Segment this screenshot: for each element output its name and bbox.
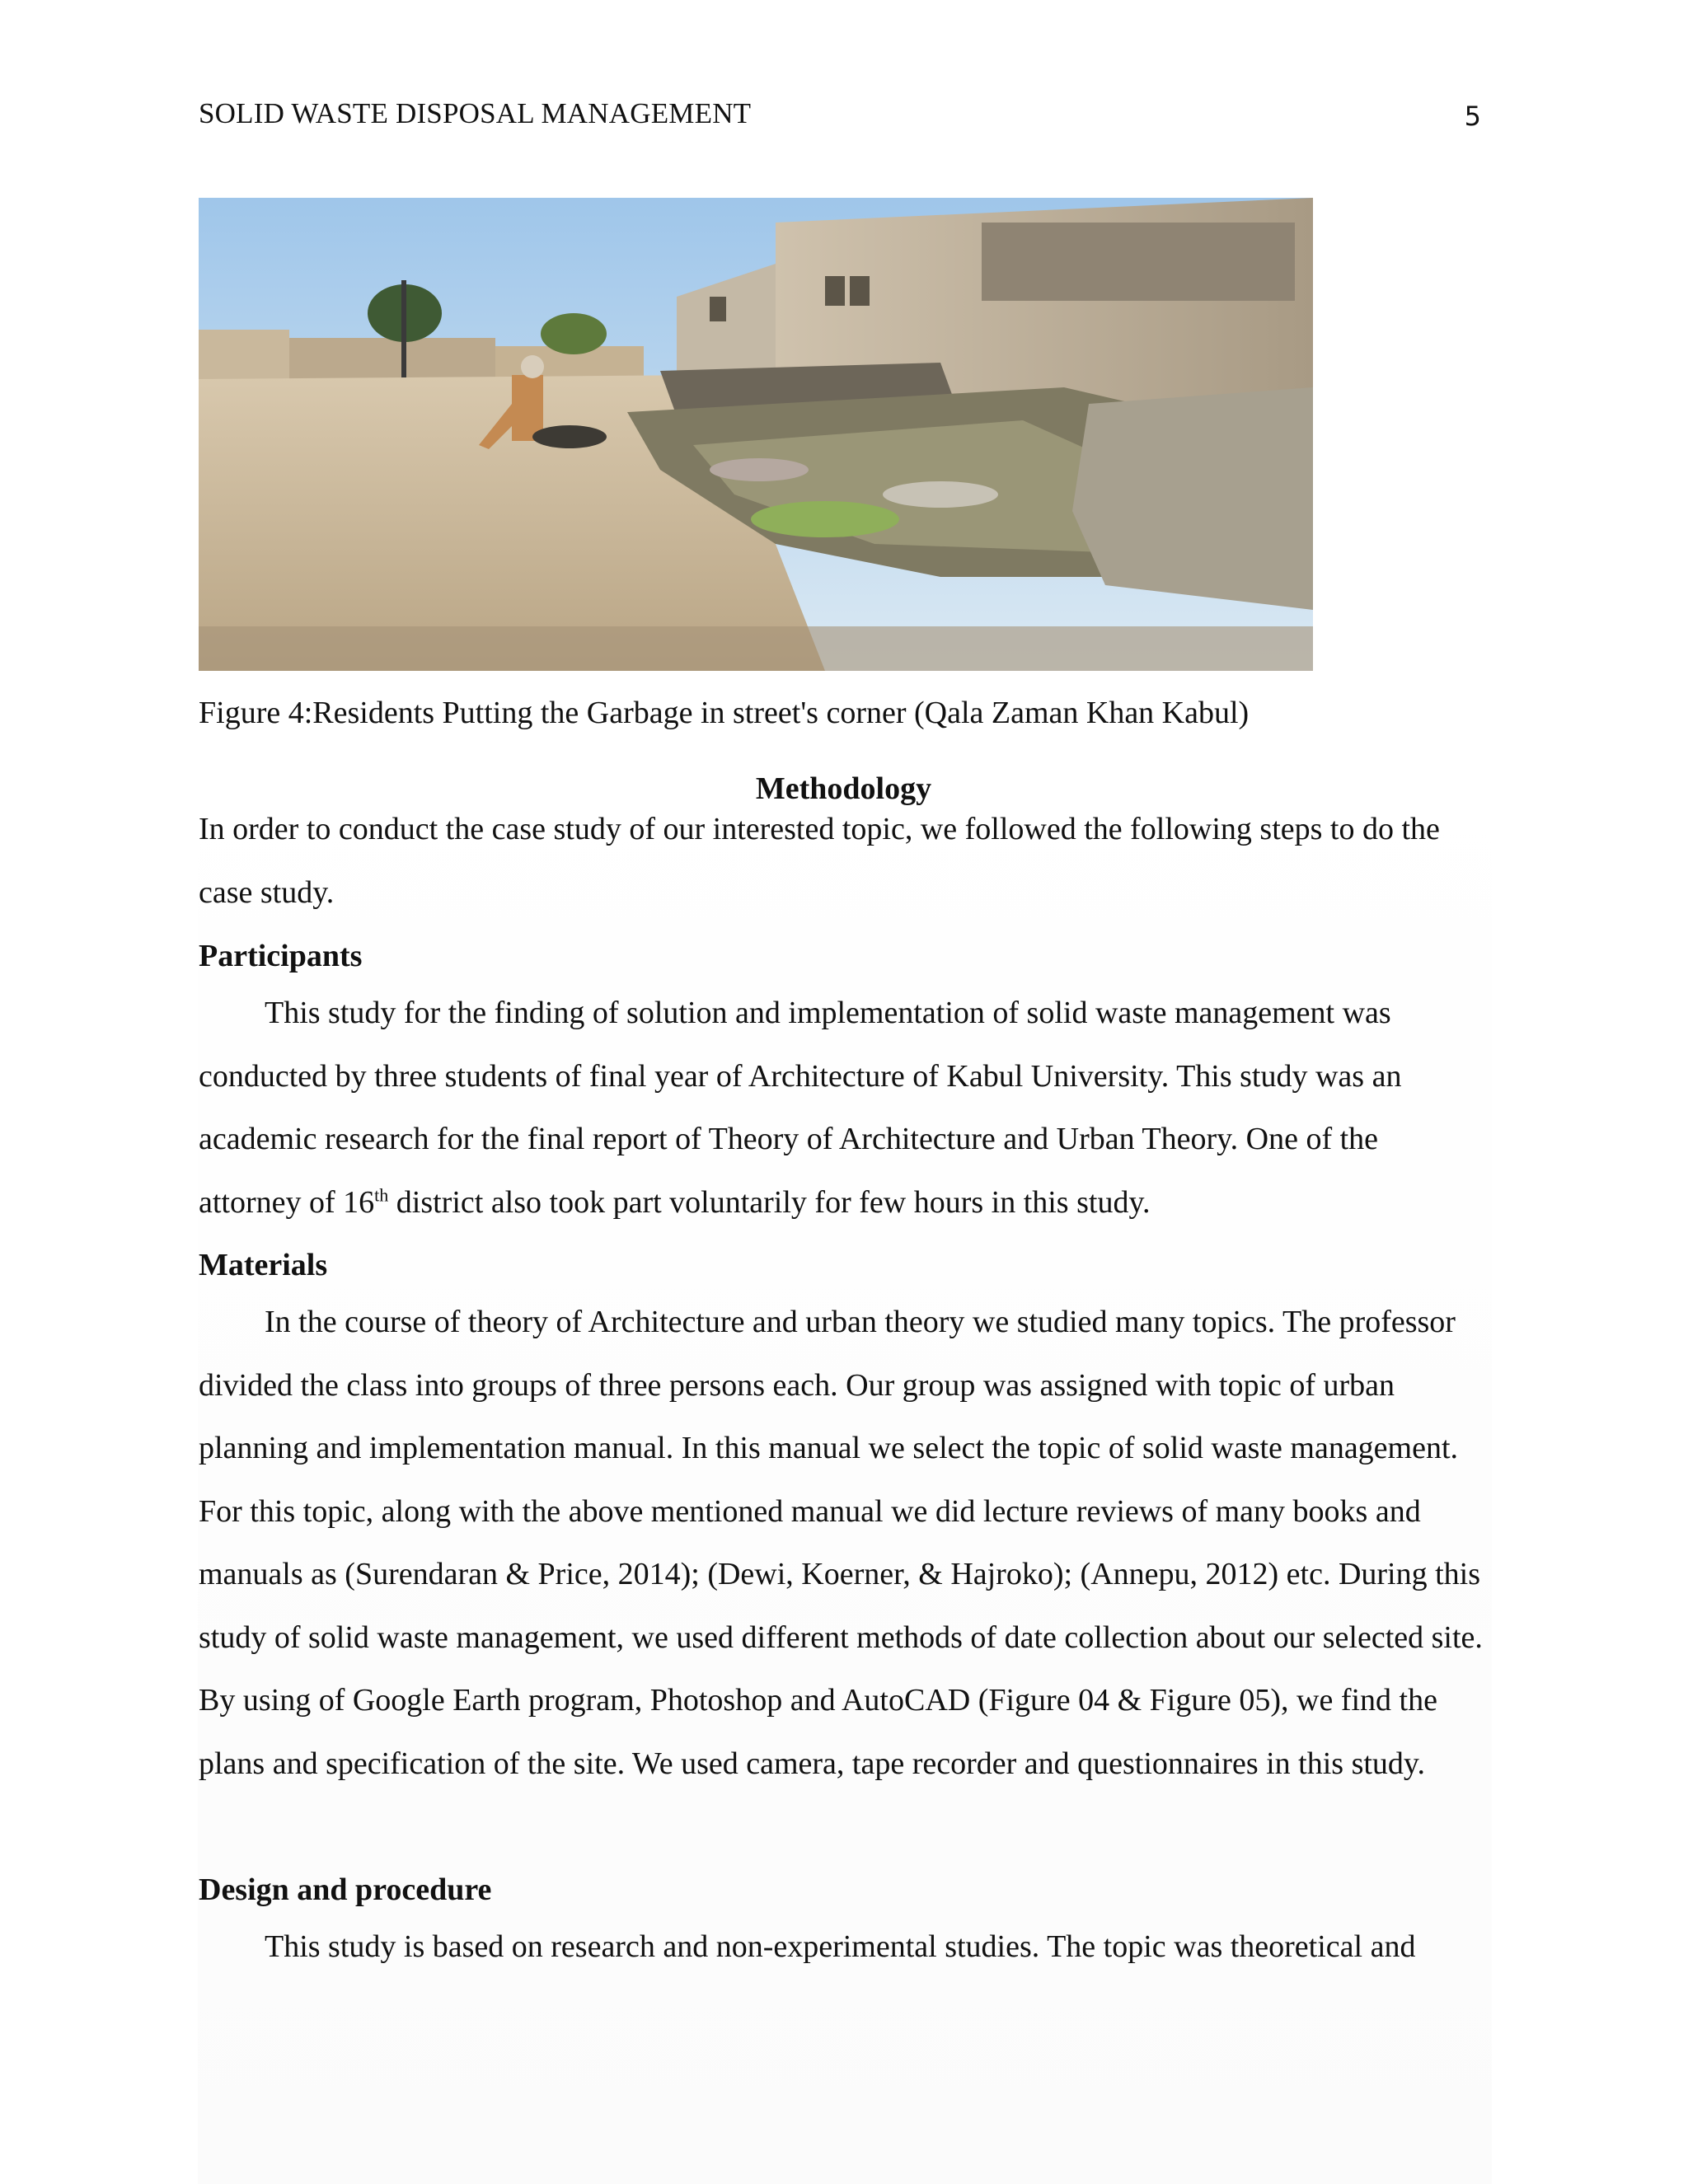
- participants-text: [199, 982, 1489, 1234]
- participants-text-main: This study for the finding of solution and implementation of solid waste management was conducted by three students of final year of Architecture of Kabul University. This study was an academic research for the final report of Theory of Architecture and Urban Theory. One of the attorney of 16: [199, 996, 1402, 1220]
- ordinal-suffix: th: [374, 1183, 389, 1205]
- page-number: 5: [1464, 101, 1481, 132]
- participants-heading: Participants: [199, 939, 363, 973]
- materials-heading: Materials: [199, 1248, 328, 1282]
- design-heading: Design and procedure: [199, 1872, 492, 1907]
- design-section: [199, 1915, 1489, 1979]
- street-garbage-photo: [199, 198, 1313, 671]
- figure-caption: Figure 4:Residents Putting the Garbage in street's corner (Qala Zaman Khan Kabul): [199, 696, 1250, 730]
- materials-section: [199, 1291, 1489, 1795]
- design-text: This study is based on research and non-experimental studies. The topic was theoretical and: [265, 1929, 1416, 1964]
- participants-text-end: district also took part voluntarily for few hours in this study.: [388, 1184, 1151, 1220]
- methodology-intro-text: In order to conduct the case study of our interested topic, we followed the following steps to do the case study.: [199, 812, 1440, 910]
- participants-section: [199, 982, 1489, 1234]
- materials-text: In the course of theory of Architecture and urban theory we studied many topics. The professor divided the class into groups of three persons each. Our group was assigned with topic of urban planning and implementation manual. In this manual we select the topic of solid waste management. For this topic, along with the above mentioned manual we did lecture reviews of many books and manuals as (Surendaran & Price, 2014); (Dewi, Koerner, & Hajroko); (Annepu, 2012) etc. During this study of solid waste management, we used different methods of date collection about our selected site. By using of Google Earth program, Photoshop and AutoCAD (Figure 04 & Figure 05), we find the plans and specification of the site. We used camera, tape recorder and questionnaires in this study.: [199, 1305, 1483, 1781]
- running-head: SOLID WASTE DISPOSAL MANAGEMENT: [199, 97, 752, 129]
- methodology-intro: [199, 798, 1489, 924]
- section-title: Methodology: [755, 771, 932, 806]
